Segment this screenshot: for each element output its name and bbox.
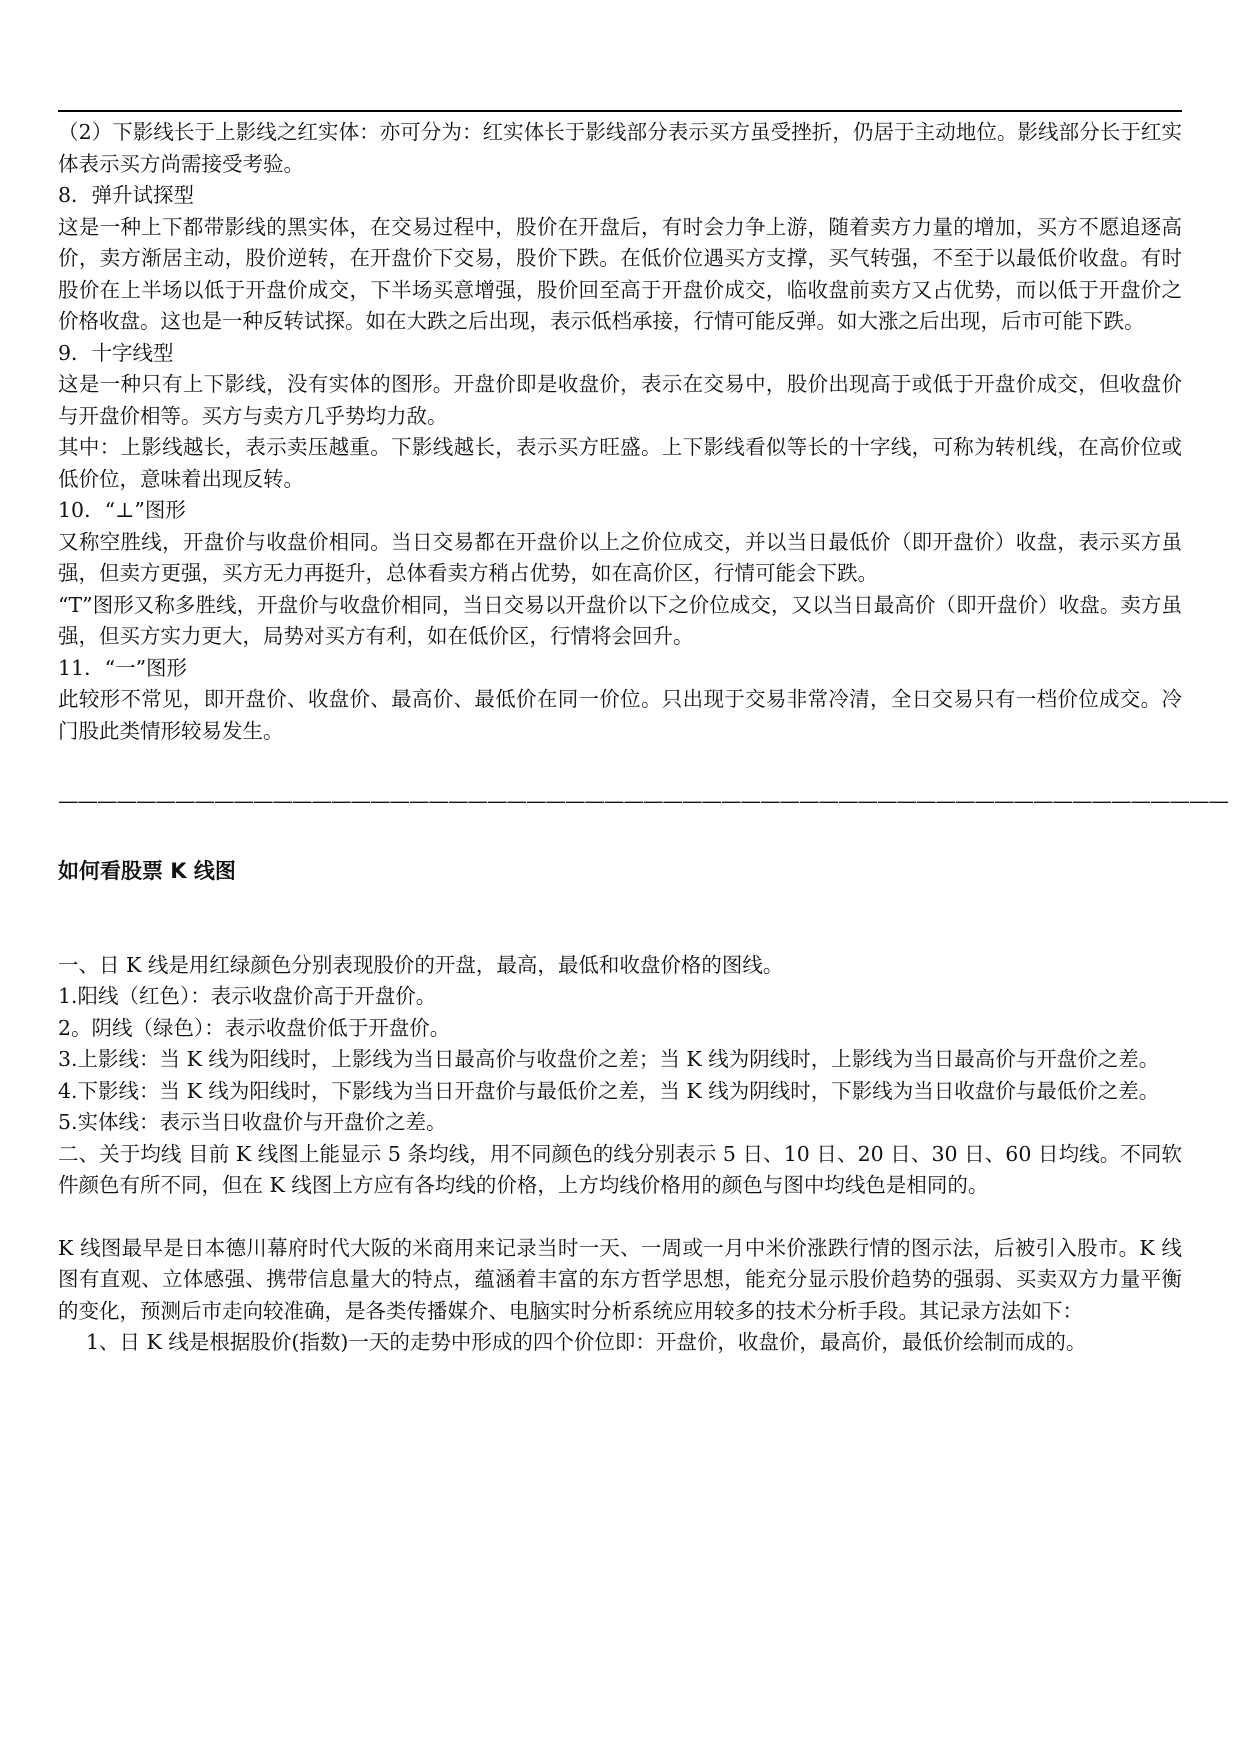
paragraph-inverted-t: 又称空胜线，开盘价与收盘价相同。当日交易都在开盘价以上之价位成交，并以当日最低价（即开盘价）收盘，表示买方虽强，但卖方更强，买方无力再挺升，总体看卖方稍占优势，如在高价区，行情可能会下跌。 — [58, 529, 1182, 585]
document-body — [58, 117, 1228, 1359]
paragraph-recording-method: 1、日 K 线是根据股价(指数)一天的走势中形成的四个价位即：开盘价，收盘价，最高价，最低价绘制而成的。 — [86, 1330, 1087, 1354]
section-title: 如何看股票 K 线图 — [58, 858, 236, 883]
paragraph-cross-line: 这是一种只有上下影线，没有实体的图形。开盘价即是收盘价，表示在交易中，股价出现高于或低于开盘价成交，但收盘价与开盘价相等。买方与卖方几乎势均力敌。 — [58, 372, 1182, 428]
list-item-upper-shadow: 3.上影线：当 K 线为阳线时，上影线为当日最高价与收盘价之差；当 K 线为阴线时，上影线为当日最高价与开盘价之差。 — [58, 1047, 1160, 1071]
paragraph-k-line-history: K 线图最早是日本德川幕府时代大阪的米商用来记录当时一天、一周或一月中米价涨跌行情的图示法，后被引入股市。K 线图有直观、立体感强、携带信息量大的特点，蕴涵着丰富的东方哲学思想，能充分显示股价趋势的强弱、买卖双方力量平衡的变化，预测后市走向较准确，是各类传播媒介、电脑实时分析系统应用较多的技术分析手段。其记录方法如下： — [58, 1235, 1182, 1323]
paragraph-flat-line: 此较形不常见，即开盘价、收盘价、最高价、最低价在同一价位。只出现于交易非常冷清，全日交易只有一档价位成交。冷门股此类情形较易发生。 — [58, 687, 1182, 743]
list-item-lower-shadow: 4.下影线：当 K 线为阳线时，下影线为当日开盘价与最低价之差，当 K 线为阴线时，下影线为当日收盘价与最低价之差。 — [58, 1078, 1160, 1103]
heading-rebound-probe: 8．弹升试探型 — [58, 183, 195, 207]
heading-cross-line: 9．十字线型 — [58, 340, 174, 365]
top-rule — [58, 110, 1182, 112]
heading-inverted-t: 10．“⊥”图形 — [58, 498, 186, 522]
heading-flat-line: 11．“一”图形 — [58, 655, 188, 680]
blank-line — [58, 1202, 1182, 1233]
list-item-body-line: 5.实体线：表示当日收盘价与开盘价之差。 — [58, 1110, 447, 1134]
list-item-yang-line: 1.阳线（红色）：表示收盘价高于开盘价。 — [58, 984, 437, 1008]
paragraph-t-shape: “T”图形又称多胜线，开盘价与收盘价相同，当日交易以开盘价以下之价位成交，又以当日最高价（即开盘价）收盘。卖方虽强，但买方实力更大，局势对买方有利，如在低价区，行情将会回升。 — [58, 592, 1182, 648]
paragraph-cross-line-note: 其中：上影线越长，表示卖压越重。下影线越长，表示买方旺盛。上下影线看似等长的十字线，可称为转机线，在高价位或低价位，意味着出现反转。 — [58, 435, 1182, 491]
blank-line — [58, 747, 1182, 778]
paragraph-daily-k-line: 一、日 K 线是用红绿颜色分别表现股价的开盘，最高，最低和收盘价格的图线。 — [58, 952, 784, 977]
separator-line: ———————————————————————————————————————————————————————————— — [58, 789, 1228, 813]
paragraph-rebound-probe: 这是一种上下都带影线的黑实体，在交易过程中，股价在开盘后，有时会力争上游，随着卖方力量的增加，买方不愿追逐高价，卖方渐居主动，股价逆转，在开盘价下交易，股价下跌。在低价位遇买方支撑，买气转强，不至于以最低价收盘。有时股价在上半场以低于开盘价成交，下半场买意增强，股价回至高于开盘价成交，临收盘前卖方又占优势，而以低于开盘价之价格收盘。这也是一种反转试探。如在大跌之后出现，表示低档承接，行情可能反弹。如大涨之后出现，后市可能下跌。 — [58, 214, 1182, 333]
paragraph-red-body-lower-shadow: （2）下影线长于上影线之红实体：亦可分为：红实体长于影线部分表示买方虽受挫折，仍居于主动地位。影线部分长于红实体表示买方尚需接受考验。 — [58, 120, 1182, 176]
list-item-yin-line: 2。阴线（绿色）：表示收盘价低于开盘价。 — [58, 1015, 451, 1040]
paragraph-moving-averages: 二、关于均线 目前 K 线图上能显示 5 条均线，用不同颜色的线分别表示 5 日、10 日、20 日、30 日、60 日均线。不同软件颜色有所不同，但在 K 线图上方应有各均线的价格，上方均线价格用的颜色与图中均线色是相同的。 — [58, 1141, 1182, 1197]
blank-lines — [58, 886, 1182, 950]
